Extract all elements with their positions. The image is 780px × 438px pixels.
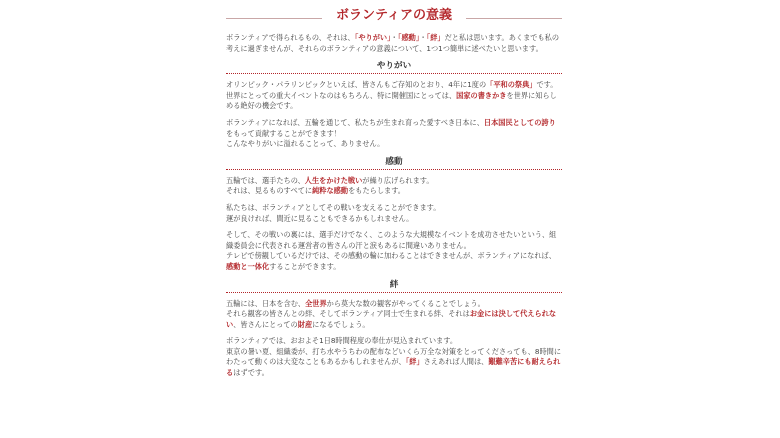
paragraph-text: はずです。 bbox=[233, 368, 269, 378]
paragraph-text: さえあれば人間は、 bbox=[423, 357, 489, 367]
paragraph-text: です。 bbox=[536, 80, 558, 90]
paragraph-text: することができます。 bbox=[269, 261, 341, 271]
dotted-divider bbox=[226, 73, 562, 74]
section-heading: やりがい bbox=[376, 61, 412, 72]
highlight-text: 財産 bbox=[297, 319, 313, 329]
paragraph-text: それは、見るものすべてに bbox=[226, 186, 313, 196]
section-paragraph bbox=[226, 336, 562, 378]
paragraph-text: 世界にとっての重大イベントなのはもちろん、特に開催国にとっては、 bbox=[226, 90, 457, 100]
highlight-text: 艱難辛苦にも耐えられる bbox=[226, 357, 561, 378]
paragraph-text: そして、その戦いの裏には、選手だけでなく、このような大規模なイベントを成功させたいという、組織委員会に代表される運営者の皆さんの汗と涙もあるに間違いありません。 bbox=[226, 230, 557, 250]
section-paragraph bbox=[226, 118, 562, 150]
paragraph-text: をもって貢献することができます！ bbox=[226, 128, 342, 138]
highlight-text: 国家の書きかき bbox=[456, 90, 507, 100]
section-heading: 絆 bbox=[389, 279, 399, 290]
title-bar bbox=[226, 6, 562, 26]
highlight-text: 人生をかけた戦い bbox=[304, 175, 363, 185]
paragraph-text: 、皆さんにとっての bbox=[233, 319, 298, 329]
highlight-text: 全世界 bbox=[305, 298, 327, 308]
paragraph-text: が繰り広げられます。 bbox=[362, 175, 434, 185]
section-paragraph bbox=[226, 176, 562, 197]
paragraph-text: を世界に知らしめる絶好の機会です。 bbox=[226, 90, 557, 111]
paragraph-text: になるでしょう。 bbox=[312, 319, 370, 329]
article-body bbox=[226, 33, 562, 385]
paragraph-text: 私たちは、ボランティアとしてその戦いを支えることができます。 bbox=[226, 202, 441, 212]
highlight-text: 感動と一体化 bbox=[226, 261, 270, 271]
paragraph-text: 運が良ければ、間近に見ることもできるかもしれません。 bbox=[226, 213, 414, 223]
paragraph-text: それら観客の皆さんとの絆、そしてボランティア同士で生まれる絆、それは bbox=[226, 309, 470, 319]
section-heading: 感動 bbox=[385, 156, 403, 167]
intro-text: ・ bbox=[419, 33, 427, 42]
intro-highlight: 「やりがい」 bbox=[354, 33, 391, 42]
paragraph-text: 五輪には、日本を含む、 bbox=[226, 298, 306, 308]
section-paragraph bbox=[226, 80, 562, 112]
dotted-divider bbox=[226, 292, 562, 293]
paragraph-text: オリンピック・パラリンピックといえば、皆さんもご存知のとおり、4年に1度の bbox=[226, 80, 487, 90]
highlight-text: 純粋な感動 bbox=[312, 186, 349, 196]
section-paragraph bbox=[226, 230, 562, 272]
intro-highlight: 「絆」 bbox=[426, 33, 445, 42]
intro-text: だと私は思います。あくまでも私の考えに過ぎませんが、それらのボランティアの意義について、1つ1つ簡単に述べたいと思います。 bbox=[226, 33, 560, 53]
intro-highlight: 「感動」 bbox=[397, 33, 420, 42]
highlight-text: 日本国民としての誇り bbox=[483, 117, 556, 127]
paragraph-text: ボランティアでは、おおよそ1日8時間程度の奉仕が見込まれています。 bbox=[226, 336, 458, 346]
paragraph-text: こんなやりがいに溢れることって、ありません。 bbox=[226, 139, 385, 149]
paragraph-text: をもたらします。 bbox=[348, 186, 405, 196]
page-title: ボランティアの意義 bbox=[336, 8, 452, 23]
paragraph-text: 五輪では、選手たちの、 bbox=[226, 175, 305, 185]
intro-paragraph bbox=[226, 33, 562, 54]
intro-text: ボランティアで得られるもの、それは、 bbox=[226, 33, 355, 42]
paragraph-text: ボランティアになれば、五輪を通じて、私たちが生まれ育った愛すべき日本に、 bbox=[226, 117, 484, 127]
highlight-text: お金には決して代えられない bbox=[226, 309, 557, 329]
paragraph-text: テレビで傍観しているだけでは、その感動の輪に加わることはできませんが、ボランティアになれば、 bbox=[226, 251, 556, 261]
dotted-divider bbox=[226, 169, 562, 170]
highlight-text: 「絆」 bbox=[405, 357, 424, 367]
paragraph-text: から莫大な数の観客がやってくることでしょう。 bbox=[326, 298, 485, 308]
highlight-text: 「平和の祭典」 bbox=[486, 80, 537, 90]
paragraph-text: 東京の暑い夏、組織委が、打ち水やうちわの配布などいくら万全な対策をとってくださっても、8時間にわたって動くのは大変なこともあるかもしれませんが、 bbox=[226, 346, 562, 367]
section-paragraph bbox=[226, 203, 562, 224]
section-paragraph bbox=[226, 299, 562, 331]
intro-text: ・ bbox=[390, 33, 398, 42]
title-rule-right bbox=[466, 18, 562, 19]
